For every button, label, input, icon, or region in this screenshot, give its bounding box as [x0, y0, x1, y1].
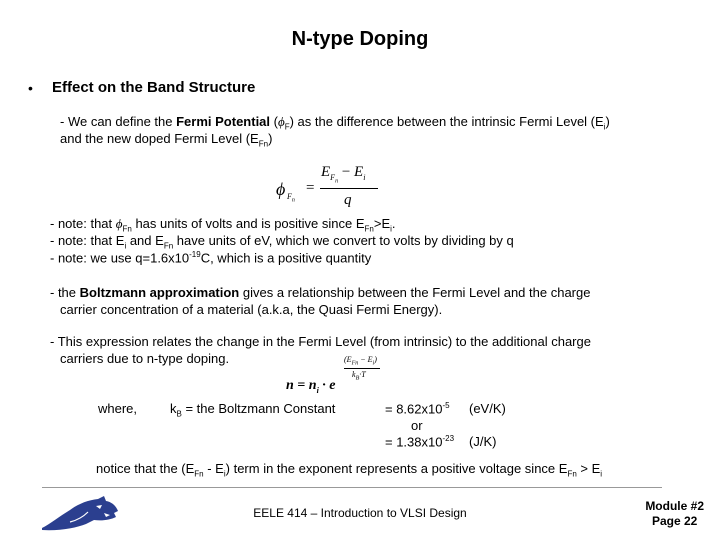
module-number: Module #2 — [645, 499, 704, 513]
fermi-potential-line-1: - We can define the Fermi Potential $(\phi_F)$ as the difference between the intrinsic Fermi Level $(E_i)$ — [60, 114, 610, 132]
notice-line: notice that the $(E_{Fn} - E_i)$ term in the exponent represents a positive voltage since $E_{Fn} > E_i$ — [96, 461, 603, 479]
fraction-bar — [320, 188, 378, 189]
exponent-fraction-bar — [344, 368, 380, 369]
section-heading: Effect on the Band Structure — [52, 79, 256, 96]
boltzmann-equation: $n = n_i \cdot e$ $(E_{Fn} - E_i)$ $k_B\cdot T$ — [286, 352, 396, 398]
kb-unit-ev: (eV/K) — [469, 401, 506, 416]
fermi-potential-equation: ϕ $F_n$ = $E_{F_n} - E_i$ q — [276, 164, 396, 214]
expression-line-1: - This expression relates the change in the Fermi Level (from intrinsic) to the additional charge — [50, 334, 591, 349]
note-3: - note: we use $q=1.6x10^{-19}C$, which is a positive quantity — [50, 250, 372, 266]
where-label: where, — [98, 401, 138, 416]
course-name: EELE 414 – Introduction to VLSI Design — [253, 506, 467, 520]
fermi-potential-line-2: and the new doped Fermi Level $(E_{Fn})$ — [60, 131, 273, 149]
note-2: - note: that $E_i$ and $E_{Fn}$ have units of eV, which we convert to volts by dividing by q — [50, 233, 514, 251]
bullet-dot: • — [28, 80, 33, 96]
module-info — [645, 499, 704, 529]
expression-line-2: carriers due to n-type doping. — [60, 351, 230, 366]
kb-definition: $k_B$ = the Boltzmann Constant — [170, 401, 336, 419]
boltzmann-line-2: carrier concentration of a material (a.k.a, the Quasi Fermi Energy). — [60, 302, 443, 317]
note-1: - note: that $\phi_{Fn}$ has units of volts and is positive since $E_{Fn}>E_i$. — [50, 216, 396, 234]
slide-title: N-type Doping — [291, 28, 429, 50]
kb-unit-j: (J/K) — [469, 434, 497, 449]
page-number: Page 22 — [651, 514, 698, 528]
footer-divider — [42, 487, 662, 488]
kb-value-j: = $1.38x10^{-23}$ — [385, 434, 455, 450]
or-text: or — [411, 418, 423, 433]
kb-value-ev: = $8.62x10^{-5}$ — [385, 401, 450, 417]
boltzmann-line-1: - the Boltzmann approximation gives a relationship between the Fermi Level and the charge — [50, 285, 591, 300]
